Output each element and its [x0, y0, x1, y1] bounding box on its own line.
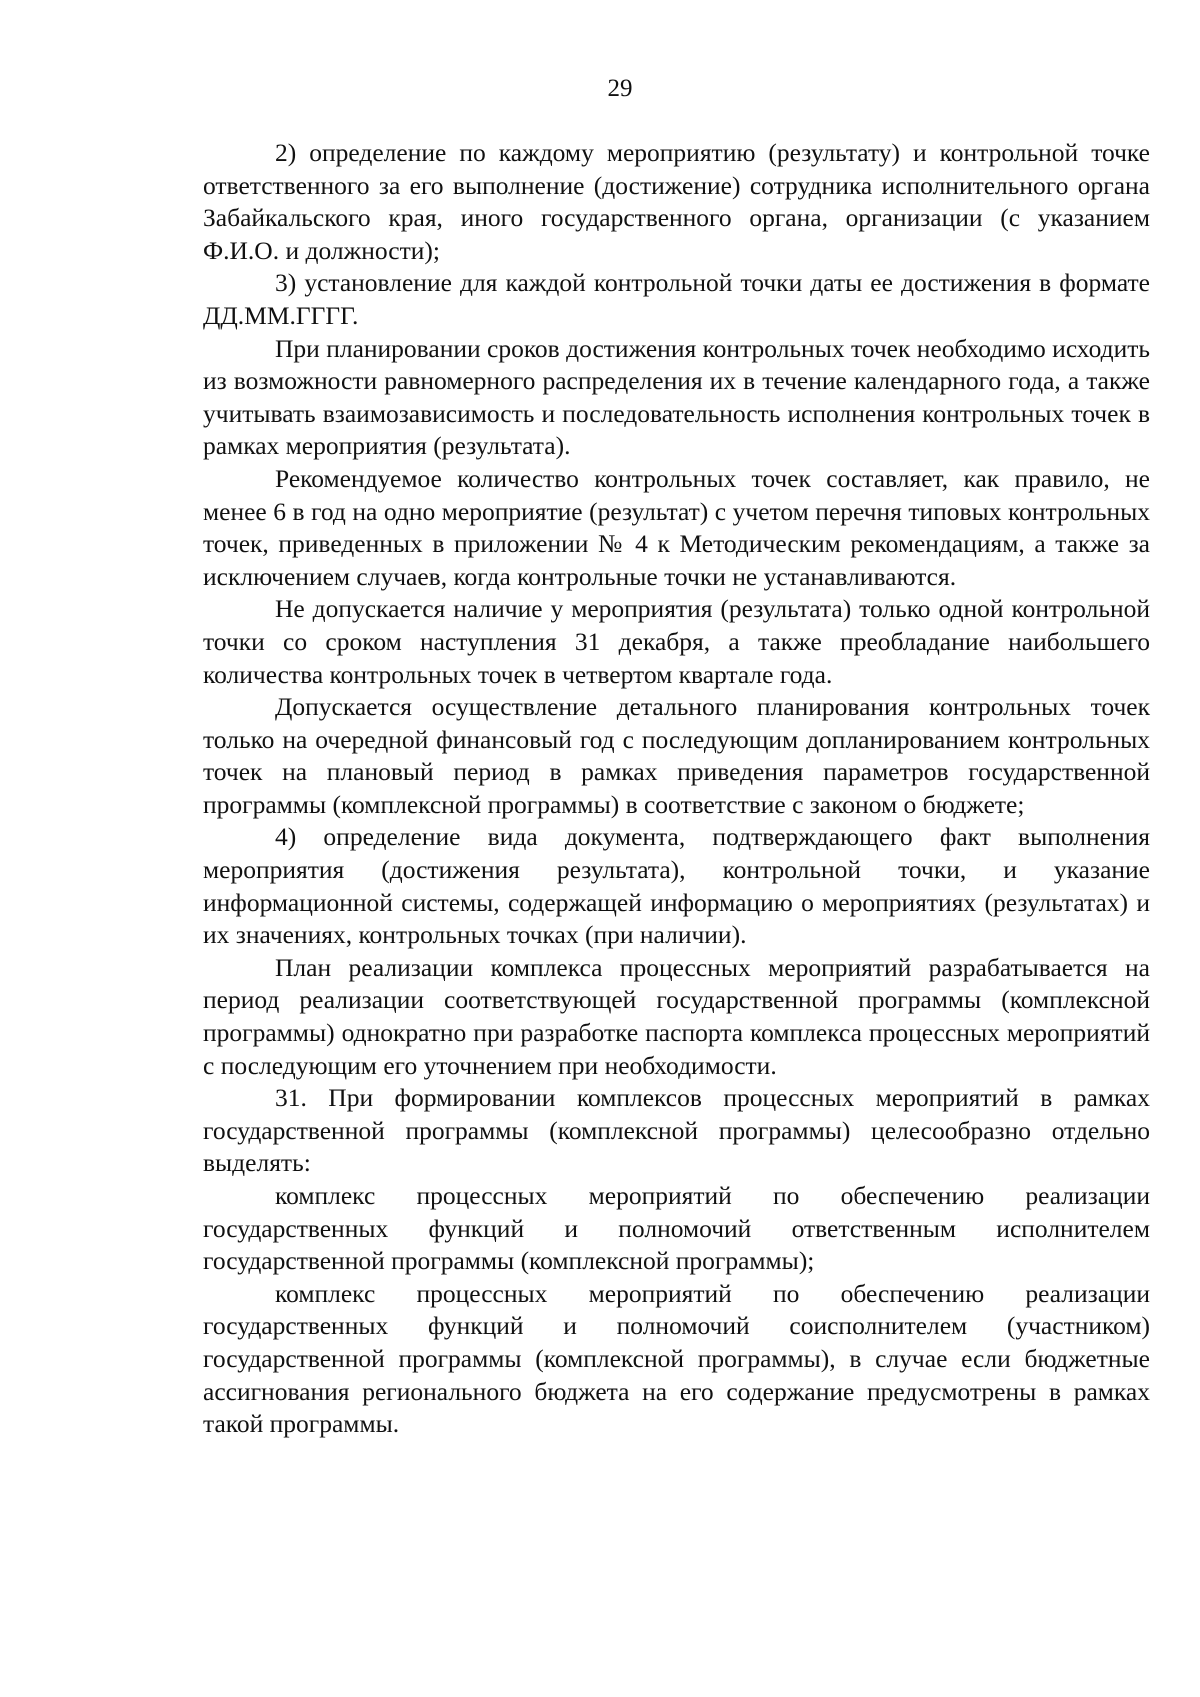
paragraph-not-allowed: Не допускается наличие у мероприятия (результата) только одной контрольной точки со сроком наступления 31 декабря, а также преобладание наибольшего количества контрольных точек в четвертом квартале года.: [203, 594, 1150, 689]
paragraph-recommended-count: Рекомендуемое количество контрольных точек составляет, как правило, не менее 6 в год на одно мероприятие (результат) с учетом перечня типовых контрольных точек, приведенных в приложении № 4 к Методическим рекомендациям, а также за исключением случаев, когда контрольные точки не устанавливаются.: [203, 463, 1150, 591]
paragraph-implementation-plan: План реализации комплекса процессных мероприятий разрабатывается на период реализации соответствующей государственной программы (комплексной программы) однократно при разработке паспорта комплекса процессных мероприятий с последующим его уточнением при необходимости.: [203, 952, 1150, 1080]
paragraph-planning-deadlines: При планировании сроков достижения контрольных точек необходимо исходить из возможности равномерного распределения их в течение календарного года, а также учитывать взаимозависимость и последовательность исполнения контрольных точек в рамках мероприятия (результата).: [203, 333, 1150, 461]
document-body: [203, 137, 1150, 1441]
paragraph-item-2: 2) определение по каждому мероприятию (результату) и контрольной точке ответственного за его выполнение (достижение) сотрудника исполнительного органа Забайкальского края, иного государственного органа, организации (с указанием Ф.И.О. и должности);: [203, 138, 1150, 265]
paragraph-section-31: 31. При формировании комплексов процессных мероприятий в рамках государственной программы (комплексной программы) целесообразно отдельно выделять:: [203, 1083, 1150, 1178]
paragraph-complex-responsible: комплекс процессных мероприятий по обеспечению реализации государственных функций и полномочий ответственным исполнителем государственной программы (комплексной программы);: [203, 1181, 1150, 1276]
page-number: 29: [607, 75, 633, 102]
paragraph-item-3: 3) установление для каждой контрольной точки даты ее достижения в формате ДД.ММ.ГГГГ.: [203, 268, 1150, 330]
paragraph-item-4: 4) определение вида документа, подтверждающего факт выполнения мероприятия (достижения результата), контрольной точки, и указание информационной системы, содержащей информацию о мероприятиях (результатах) и их значениях, контрольных точках (при наличии).: [203, 822, 1150, 950]
paragraph-detailed-planning: Допускается осуществление детального планирования контрольных точек только на очередной финансовый год с последующим допланированием контрольных точек на плановый период в рамках приведения параметров государственной программы (комплексной программы) в соответствие с законом о бюджете;: [203, 692, 1150, 819]
paragraph-complex-coexecutor: комплекс процессных мероприятий по обеспечению реализации государственных функций и полномочий соисполнителем (участником) государственной программы (комплексной программы), в случае если бюджетные ассигнования регионального бюджета на его содержание предусмотрены в рамках такой программы.: [203, 1278, 1150, 1439]
